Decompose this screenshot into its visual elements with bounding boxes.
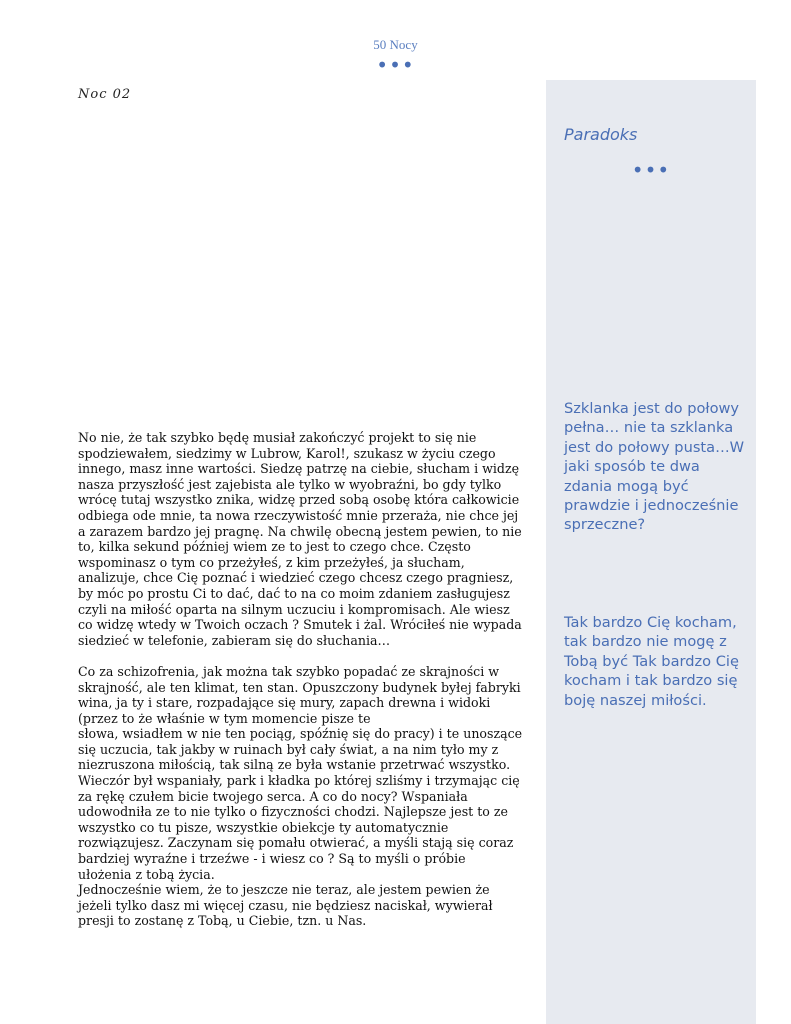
main-body-text (78, 430, 523, 929)
body-paragraph: Co za schizofrenia, jak można tak szybko popadać ze skrajności w skrajność, ale ten klimat, ten stan. Opuszczony budynek byłej fabryki wina, ja ty i stare, rozpadające się mury, zapach drewna i widoki (przez to że właśnie w tym momencie pisze te słowa, wsiadłem w nie ten pociąg, spóźnię się do pracy) i te unoszące się uczucia, tak jakby w ruinach był cały świat, a na nim tyło my z niezruszona miłością, tak silną ze była wstanie przetrwać wszystko. Wieczór był wspaniały, park i kładka po której szliśmy i trzymając cię za rękę czułem bicie twojego serca. A co do nocy? Wspaniała udowodniła ze to nie tylko o fizyczności chodzi. Najlepsze jest to ze wszystko co tu pisze, wszystkie obiekcje ty automatycznie rozwiązujesz. Zaczynam się pomału otwierać, a myśli stają się coraz bardziej wyraźne i trzeźwe - i wiesz co ? Są to myśli o próbie ułożenia z tobą życia. Jednocześnie wiem, że to jeszcze nie teraz, ale jestem pewien że jeżeli tylko dasz mi więcej czasu, nie będziesz naciskał, wywierał presji to zostanę z Tobą, u Ciebie, tzn. u Nas. (78, 663, 523, 929)
document-header-title: 50 Nocy (373, 37, 418, 52)
sidebar-title: Paradoks (564, 125, 638, 144)
sidebar-ellipsis-icon: ••• (631, 158, 671, 182)
sidebar-quote-love: Tak bardzo Cię kocham, tak bardzo nie mogę z Tobą być Tak bardzo Cię kocham i tak bardzo się boję naszej miłości. (564, 614, 739, 709)
sidebar-panel (546, 80, 756, 1024)
night-label: Noc 02 (78, 87, 132, 102)
sidebar-quote-glass: Szklanka jest do połowy pełna… nie ta szklanka jest do połowy pusta…W jaki sposób te dwa zdania mogą być prawdzie i jednocześnie sprzeczne? (564, 400, 745, 534)
body-paragraph: No nie, że tak szybko będę musiał zakończyć projekt to się nie spodziewałem, siedzimy w Lubrow, Karol!, szukasz w życiu czego innego, masz inne wartości. Siedzę patrzę na ciebie, słucham i widzę nasza przyszłość jest zajebista ale tylko w wyobraźni, bo gdy tylko wrócę tutaj wszystko znika, widzę przed sobą osobę która całkowicie odbiega ode mnie, ta nowa rzeczywistość mnie przeraża, nie chce jej a zarazem bardzo jej pragnę. Na chwilę obecną jestem pewien, to nie to, kilka sekund później wiem ze to jest to czego chce. Często wspominasz o tym co przeżyłeś, z kim przeżyłeś, ja słucham, analizuje, chce Cię poznać i wiedzieć czego chcesz czego pragniesz, by móc po prostu Ci to dać, dać to na co moim zdaniem zasługujesz czyli na miłość oparta na silnym uczuciu i kompromisach. Ale wiesz co widzę wtedy w Twoich oczach ? Smutek i żal. Wróciłeś nie wypada siedzieć w telefonie, zabieram się do słuchania… (78, 430, 522, 648)
header-ellipsis-icon: ••• (376, 53, 415, 77)
